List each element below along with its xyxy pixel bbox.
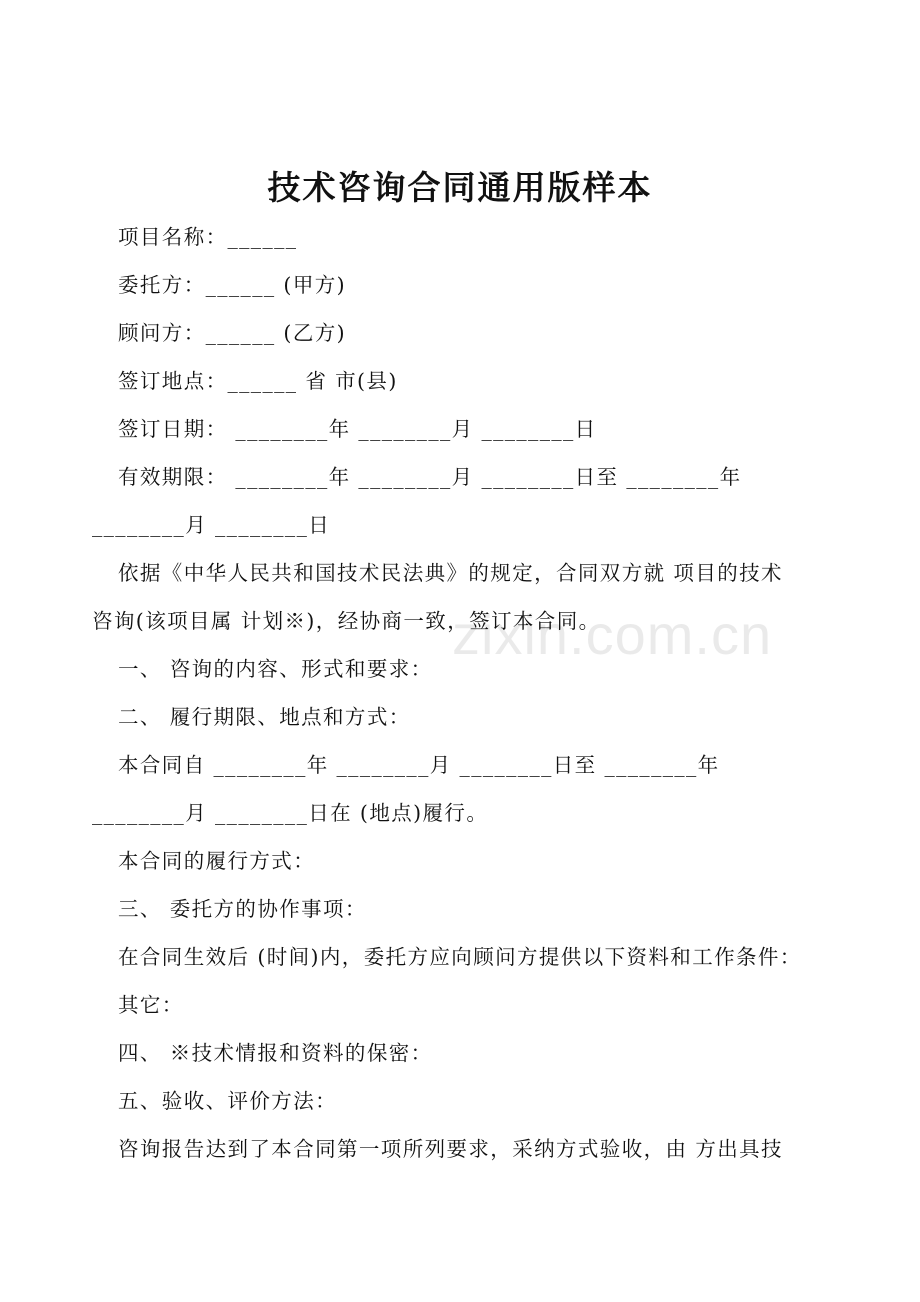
preamble-line-2: 咨询(该项目属 计划※)，经协商一致，签订本合同。 xyxy=(92,609,601,633)
section-4-heading: 四、 ※技术情报和资料的保密： xyxy=(118,1041,433,1065)
preamble-line-1: 依据《中华人民共和国技术民法典》的规定，合同双方就 项目的技术 xyxy=(118,561,783,585)
validity-period-line: 有效期限： ________年 ________月 ________日至 ________年 xyxy=(118,465,742,489)
other-line: 其它： xyxy=(118,993,184,1017)
term-line-1: 本合同自 ________年 ________月 ________日至 ________年 xyxy=(118,753,720,777)
section-3-heading: 三、 委托方的协作事项： xyxy=(118,897,367,921)
signing-place-line: 签订地点：______ 省 市(县) xyxy=(118,369,398,393)
client-party-line: 委托方：______ (甲方) xyxy=(118,273,347,297)
term-line-2: ________月 ________日在 (地点)履行。 xyxy=(92,801,489,825)
acceptance-line: 咨询报告达到了本合同第一项所列要求，采纳方式验收，由 方出具技 xyxy=(118,1137,783,1161)
section-2-heading: 二、 履行期限、地点和方式： xyxy=(118,705,411,729)
cooperation-line: 在合同生效后 (时间)内，委托方应向顾问方提供以下资料和工作条件： xyxy=(118,945,802,969)
section-1-heading: 一、 咨询的内容、形式和要求： xyxy=(118,657,433,681)
document-title: 技术咨询合同通用版样本 xyxy=(267,168,653,207)
validity-period-continuation: ________月 ________日 xyxy=(92,513,331,537)
section-5-heading: 五、验收、评价方法： xyxy=(118,1089,337,1113)
watermark: zixin.com.cn xyxy=(452,603,773,666)
consultant-party-line: 顾问方：______ (乙方) xyxy=(118,321,347,345)
project-name-line: 项目名称：______ xyxy=(118,225,298,249)
signing-date-line: 签订日期： ________年 ________月 ________日 xyxy=(118,417,597,441)
performance-method-line: 本合同的履行方式： xyxy=(118,849,316,873)
